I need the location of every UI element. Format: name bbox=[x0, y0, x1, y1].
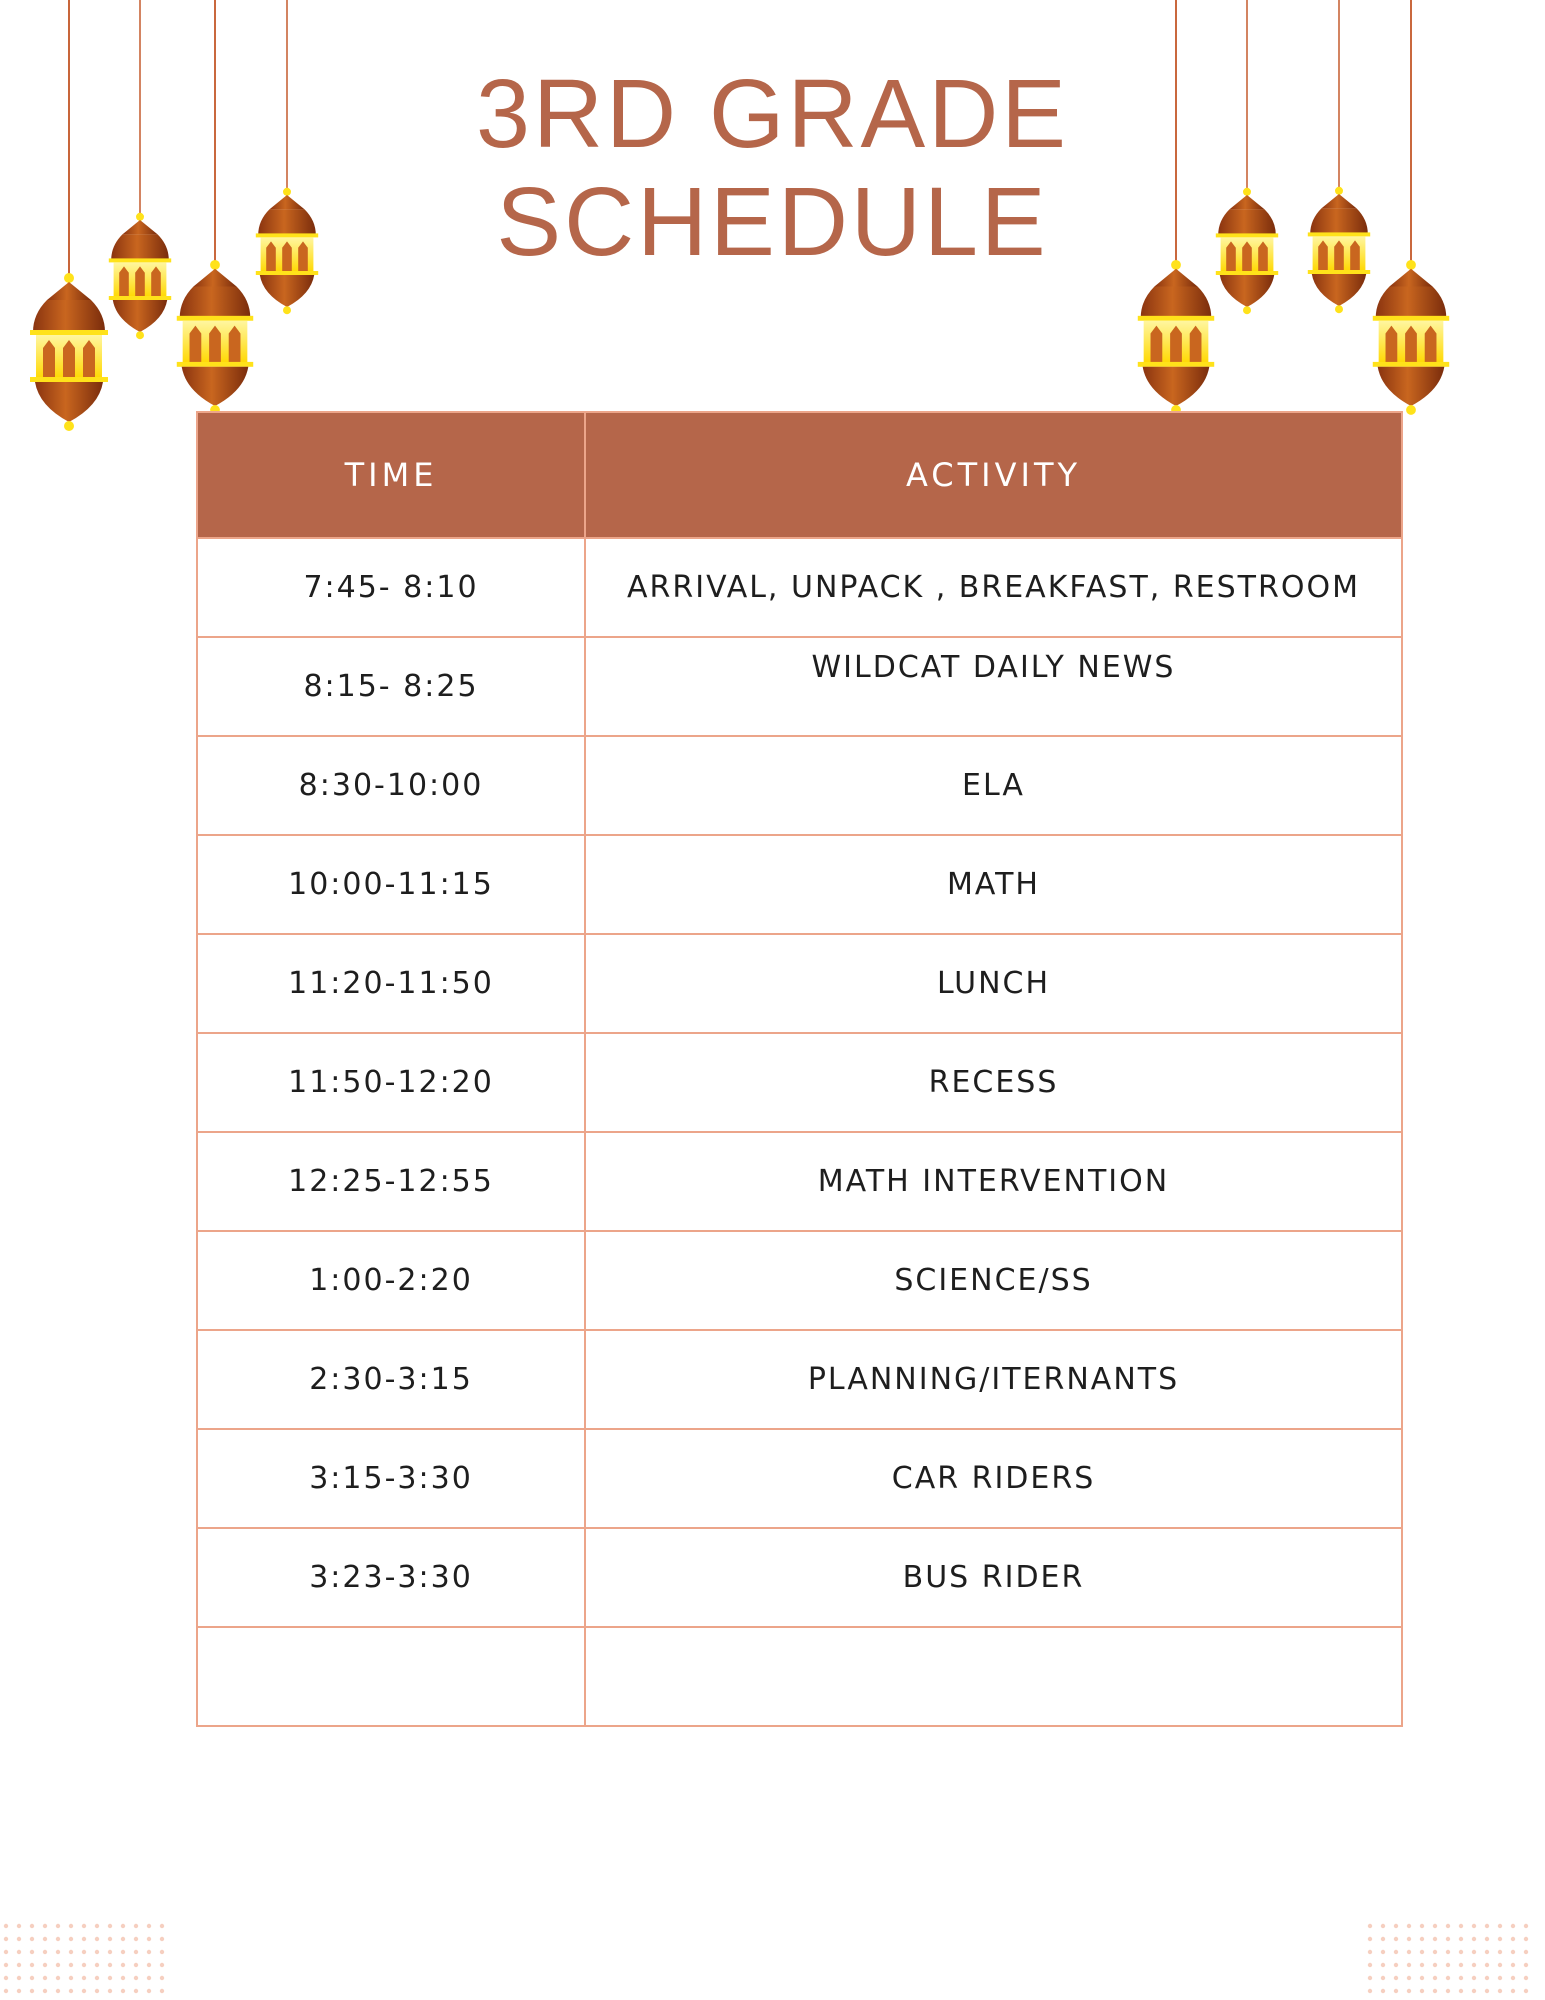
time-cell: 10:00-11:15 bbox=[197, 835, 585, 934]
decorative-dot bbox=[1459, 1963, 1463, 1967]
decorative-dot bbox=[1511, 1924, 1515, 1928]
decorative-dot bbox=[43, 1924, 47, 1928]
decorative-dot bbox=[1524, 1924, 1528, 1928]
decorative-dot bbox=[56, 1924, 60, 1928]
decorative-dot bbox=[4, 1963, 8, 1967]
decorative-dot bbox=[1472, 1989, 1476, 1993]
decorative-dot bbox=[1485, 1963, 1489, 1967]
decorative-dot bbox=[82, 1989, 86, 1993]
decorative-dot bbox=[1485, 1976, 1489, 1980]
decorative-dot bbox=[1511, 1963, 1515, 1967]
decorative-dot bbox=[1498, 1950, 1502, 1954]
decorative-dot bbox=[1446, 1924, 1450, 1928]
decorative-dot bbox=[43, 1976, 47, 1980]
decorative-dot bbox=[1433, 1937, 1437, 1941]
decorative-dot bbox=[1381, 1976, 1385, 1980]
decorative-dot bbox=[1472, 1963, 1476, 1967]
title-line-1: 3RD GRADE bbox=[476, 59, 1069, 168]
decorative-dot bbox=[17, 1924, 21, 1928]
decorative-dot bbox=[1511, 1976, 1515, 1980]
decorative-dot bbox=[1498, 1963, 1502, 1967]
decorative-dot bbox=[30, 1924, 34, 1928]
decorative-dot bbox=[1381, 1989, 1385, 1993]
activity-cell: CAR RIDERS bbox=[585, 1429, 1402, 1528]
decorative-dot bbox=[1381, 1963, 1385, 1967]
decorative-dot bbox=[82, 1937, 86, 1941]
decorative-dot bbox=[1485, 1924, 1489, 1928]
decorative-dot bbox=[56, 1963, 60, 1967]
decorative-dot bbox=[69, 1963, 73, 1967]
decorative-dot bbox=[1368, 1976, 1372, 1980]
decorative-dot bbox=[1381, 1950, 1385, 1954]
decorative-dot bbox=[1433, 1950, 1437, 1954]
decorative-dot bbox=[69, 1950, 73, 1954]
decorative-dot bbox=[1433, 1963, 1437, 1967]
decorative-dot bbox=[108, 1963, 112, 1967]
decorative-dot bbox=[121, 1924, 125, 1928]
decorative-dot bbox=[30, 1950, 34, 1954]
decorative-dot bbox=[1459, 1950, 1463, 1954]
decorative-dot bbox=[17, 1950, 21, 1954]
decorative-dot bbox=[1420, 1989, 1424, 1993]
decorative-dot bbox=[134, 1950, 138, 1954]
decorative-dot bbox=[69, 1989, 73, 1993]
decorative-dot bbox=[43, 1989, 47, 1993]
decorative-dot bbox=[82, 1924, 86, 1928]
decorative-dot bbox=[121, 1976, 125, 1980]
decorative-dot bbox=[1394, 1924, 1398, 1928]
decorative-dot bbox=[56, 1950, 60, 1954]
decorative-dot bbox=[1459, 1924, 1463, 1928]
decorative-dot bbox=[1420, 1937, 1424, 1941]
decorative-dot bbox=[4, 1937, 8, 1941]
decorative-dot bbox=[108, 1937, 112, 1941]
decorative-dot bbox=[147, 1963, 151, 1967]
decorative-dot bbox=[121, 1963, 125, 1967]
dot-pattern-left bbox=[4, 1924, 164, 1993]
decorative-dot bbox=[43, 1963, 47, 1967]
decorative-dot bbox=[1472, 1976, 1476, 1980]
decorative-dot bbox=[17, 1976, 21, 1980]
decorative-dot bbox=[1368, 1924, 1372, 1928]
decorative-dot bbox=[160, 1976, 164, 1980]
decorative-dot bbox=[1446, 1976, 1450, 1980]
decorative-dot bbox=[95, 1963, 99, 1967]
decorative-dot bbox=[160, 1963, 164, 1967]
decorative-dot bbox=[121, 1937, 125, 1941]
decorative-dot bbox=[1446, 1989, 1450, 1993]
decorative-dot bbox=[134, 1963, 138, 1967]
decorative-dot bbox=[108, 1976, 112, 1980]
decorative-dot bbox=[1459, 1976, 1463, 1980]
decorative-dot bbox=[95, 1989, 99, 1993]
decorative-dot bbox=[147, 1989, 151, 1993]
decorative-dot bbox=[1420, 1950, 1424, 1954]
decorative-dot bbox=[1420, 1924, 1424, 1928]
decorative-dot bbox=[69, 1924, 73, 1928]
decorative-dot bbox=[17, 1989, 21, 1993]
decorative-dot bbox=[69, 1937, 73, 1941]
decorative-dot bbox=[147, 1976, 151, 1980]
activity-cell: MATH bbox=[585, 835, 1402, 934]
time-cell: 2:30-3:15 bbox=[197, 1330, 585, 1429]
decorative-dot bbox=[134, 1924, 138, 1928]
decorative-dot bbox=[160, 1924, 164, 1928]
decorative-dot bbox=[1381, 1937, 1385, 1941]
activity-cell: ARRIVAL, UNPACK , BREAKFAST, RESTROOM bbox=[585, 538, 1402, 637]
decorative-dot bbox=[1524, 1963, 1528, 1967]
decorative-dot bbox=[160, 1950, 164, 1954]
decorative-dot bbox=[30, 1937, 34, 1941]
decorative-dot bbox=[1407, 1950, 1411, 1954]
decorative-dot bbox=[108, 1950, 112, 1954]
activity-cell: WILDCAT DAILY NEWS bbox=[585, 637, 1402, 736]
activity-cell: SCIENCE/SS bbox=[585, 1231, 1402, 1330]
decorative-dot bbox=[160, 1937, 164, 1941]
decorative-dot bbox=[147, 1924, 151, 1928]
decorative-dot bbox=[1459, 1989, 1463, 1993]
decorative-dot bbox=[1368, 1937, 1372, 1941]
decorative-dot bbox=[95, 1937, 99, 1941]
decorative-dot bbox=[4, 1976, 8, 1980]
decorative-dot bbox=[4, 1989, 8, 1993]
decorative-dot bbox=[1524, 1989, 1528, 1993]
decorative-dot bbox=[1446, 1950, 1450, 1954]
decorative-dot bbox=[1368, 1989, 1372, 1993]
decorative-dot bbox=[1381, 1924, 1385, 1928]
decorative-dot bbox=[1407, 1937, 1411, 1941]
decorative-dot bbox=[56, 1937, 60, 1941]
decorative-dot bbox=[121, 1989, 125, 1993]
decorative-dot bbox=[1420, 1976, 1424, 1980]
decorative-dot bbox=[1394, 1976, 1398, 1980]
decorative-dot bbox=[17, 1963, 21, 1967]
time-cell: 3:15-3:30 bbox=[197, 1429, 585, 1528]
activity-cell: BUS RIDER bbox=[585, 1528, 1402, 1627]
decorative-dot bbox=[1511, 1950, 1515, 1954]
decorative-dot bbox=[43, 1937, 47, 1941]
decorative-dot bbox=[17, 1937, 21, 1941]
decorative-dot bbox=[95, 1976, 99, 1980]
decorative-dot bbox=[1446, 1963, 1450, 1967]
time-cell: 1:00-2:20 bbox=[197, 1231, 585, 1330]
time-cell: 11:20-11:50 bbox=[197, 934, 585, 1033]
decorative-dot bbox=[1524, 1937, 1528, 1941]
title-line-2: SCHEDULE bbox=[496, 167, 1049, 276]
decorative-dot bbox=[1446, 1937, 1450, 1941]
decorative-dot bbox=[69, 1976, 73, 1980]
decorative-dot bbox=[30, 1963, 34, 1967]
decorative-dot bbox=[1472, 1950, 1476, 1954]
decorative-dot bbox=[1394, 1950, 1398, 1954]
decorative-dot bbox=[108, 1924, 112, 1928]
decorative-dot bbox=[95, 1950, 99, 1954]
decorative-dot bbox=[82, 1963, 86, 1967]
decorative-dot bbox=[1394, 1937, 1398, 1941]
decorative-dot bbox=[1368, 1950, 1372, 1954]
decorative-dot bbox=[134, 1937, 138, 1941]
decorative-dot bbox=[1407, 1976, 1411, 1980]
time-cell: 12:25-12:55 bbox=[197, 1132, 585, 1231]
decorative-dot bbox=[1498, 1976, 1502, 1980]
decorative-dot bbox=[147, 1937, 151, 1941]
decorative-dot bbox=[1459, 1937, 1463, 1941]
activity-cell: RECESS bbox=[585, 1033, 1402, 1132]
decorative-dot bbox=[30, 1989, 34, 1993]
decorative-dot bbox=[1485, 1937, 1489, 1941]
decorative-dot bbox=[43, 1950, 47, 1954]
time-column-header: TIME bbox=[197, 412, 585, 538]
decorative-dot bbox=[4, 1950, 8, 1954]
activity-cell: ELA bbox=[585, 736, 1402, 835]
decorative-dot bbox=[1407, 1963, 1411, 1967]
decorative-dot bbox=[1485, 1950, 1489, 1954]
decorative-dot bbox=[1433, 1976, 1437, 1980]
decorative-dot bbox=[1498, 1989, 1502, 1993]
dot-pattern-right bbox=[1368, 1924, 1528, 1993]
decorative-dot bbox=[160, 1989, 164, 1993]
decorative-dot bbox=[1433, 1989, 1437, 1993]
decorative-dot bbox=[1472, 1924, 1476, 1928]
activity-cell: LUNCH bbox=[585, 934, 1402, 1033]
decorative-dot bbox=[147, 1950, 151, 1954]
decorative-dot bbox=[56, 1989, 60, 1993]
decorative-dot bbox=[1511, 1937, 1515, 1941]
activity-cell: PLANNING/ITERNANTS bbox=[585, 1330, 1402, 1429]
decorative-dot bbox=[1420, 1963, 1424, 1967]
decorative-dot bbox=[121, 1950, 125, 1954]
decorative-dot bbox=[30, 1976, 34, 1980]
decorative-dot bbox=[134, 1976, 138, 1980]
decorative-dot bbox=[1524, 1976, 1528, 1980]
decorative-dot bbox=[1368, 1963, 1372, 1967]
decorative-dot bbox=[1498, 1924, 1502, 1928]
decorative-dot bbox=[1498, 1937, 1502, 1941]
decorative-dot bbox=[1524, 1950, 1528, 1954]
activity-cell: MATH INTERVENTION bbox=[585, 1132, 1402, 1231]
decorative-dot bbox=[95, 1924, 99, 1928]
time-cell: 8:30-10:00 bbox=[197, 736, 585, 835]
decorative-dot bbox=[1472, 1937, 1476, 1941]
time-cell: 7:45- 8:10 bbox=[197, 538, 585, 637]
decorative-dot bbox=[1433, 1924, 1437, 1928]
decorative-dot bbox=[1485, 1989, 1489, 1993]
activity-column-header: ACTIVITY bbox=[585, 412, 1402, 538]
time-cell: 8:15- 8:25 bbox=[197, 637, 585, 736]
decorative-dot bbox=[1394, 1963, 1398, 1967]
time-cell: 3:23-3:30 bbox=[197, 1528, 585, 1627]
decorative-dot bbox=[108, 1989, 112, 1993]
time-cell: 11:50-12:20 bbox=[197, 1033, 585, 1132]
decorative-dot bbox=[1511, 1989, 1515, 1993]
decorative-dot bbox=[82, 1950, 86, 1954]
decorative-dot bbox=[1407, 1924, 1411, 1928]
decorative-dot bbox=[134, 1989, 138, 1993]
decorative-dot bbox=[82, 1976, 86, 1980]
decorative-dot bbox=[56, 1976, 60, 1980]
decorative-dot bbox=[1394, 1989, 1398, 1993]
decorative-dot bbox=[1407, 1989, 1411, 1993]
decorative-dot bbox=[4, 1924, 8, 1928]
